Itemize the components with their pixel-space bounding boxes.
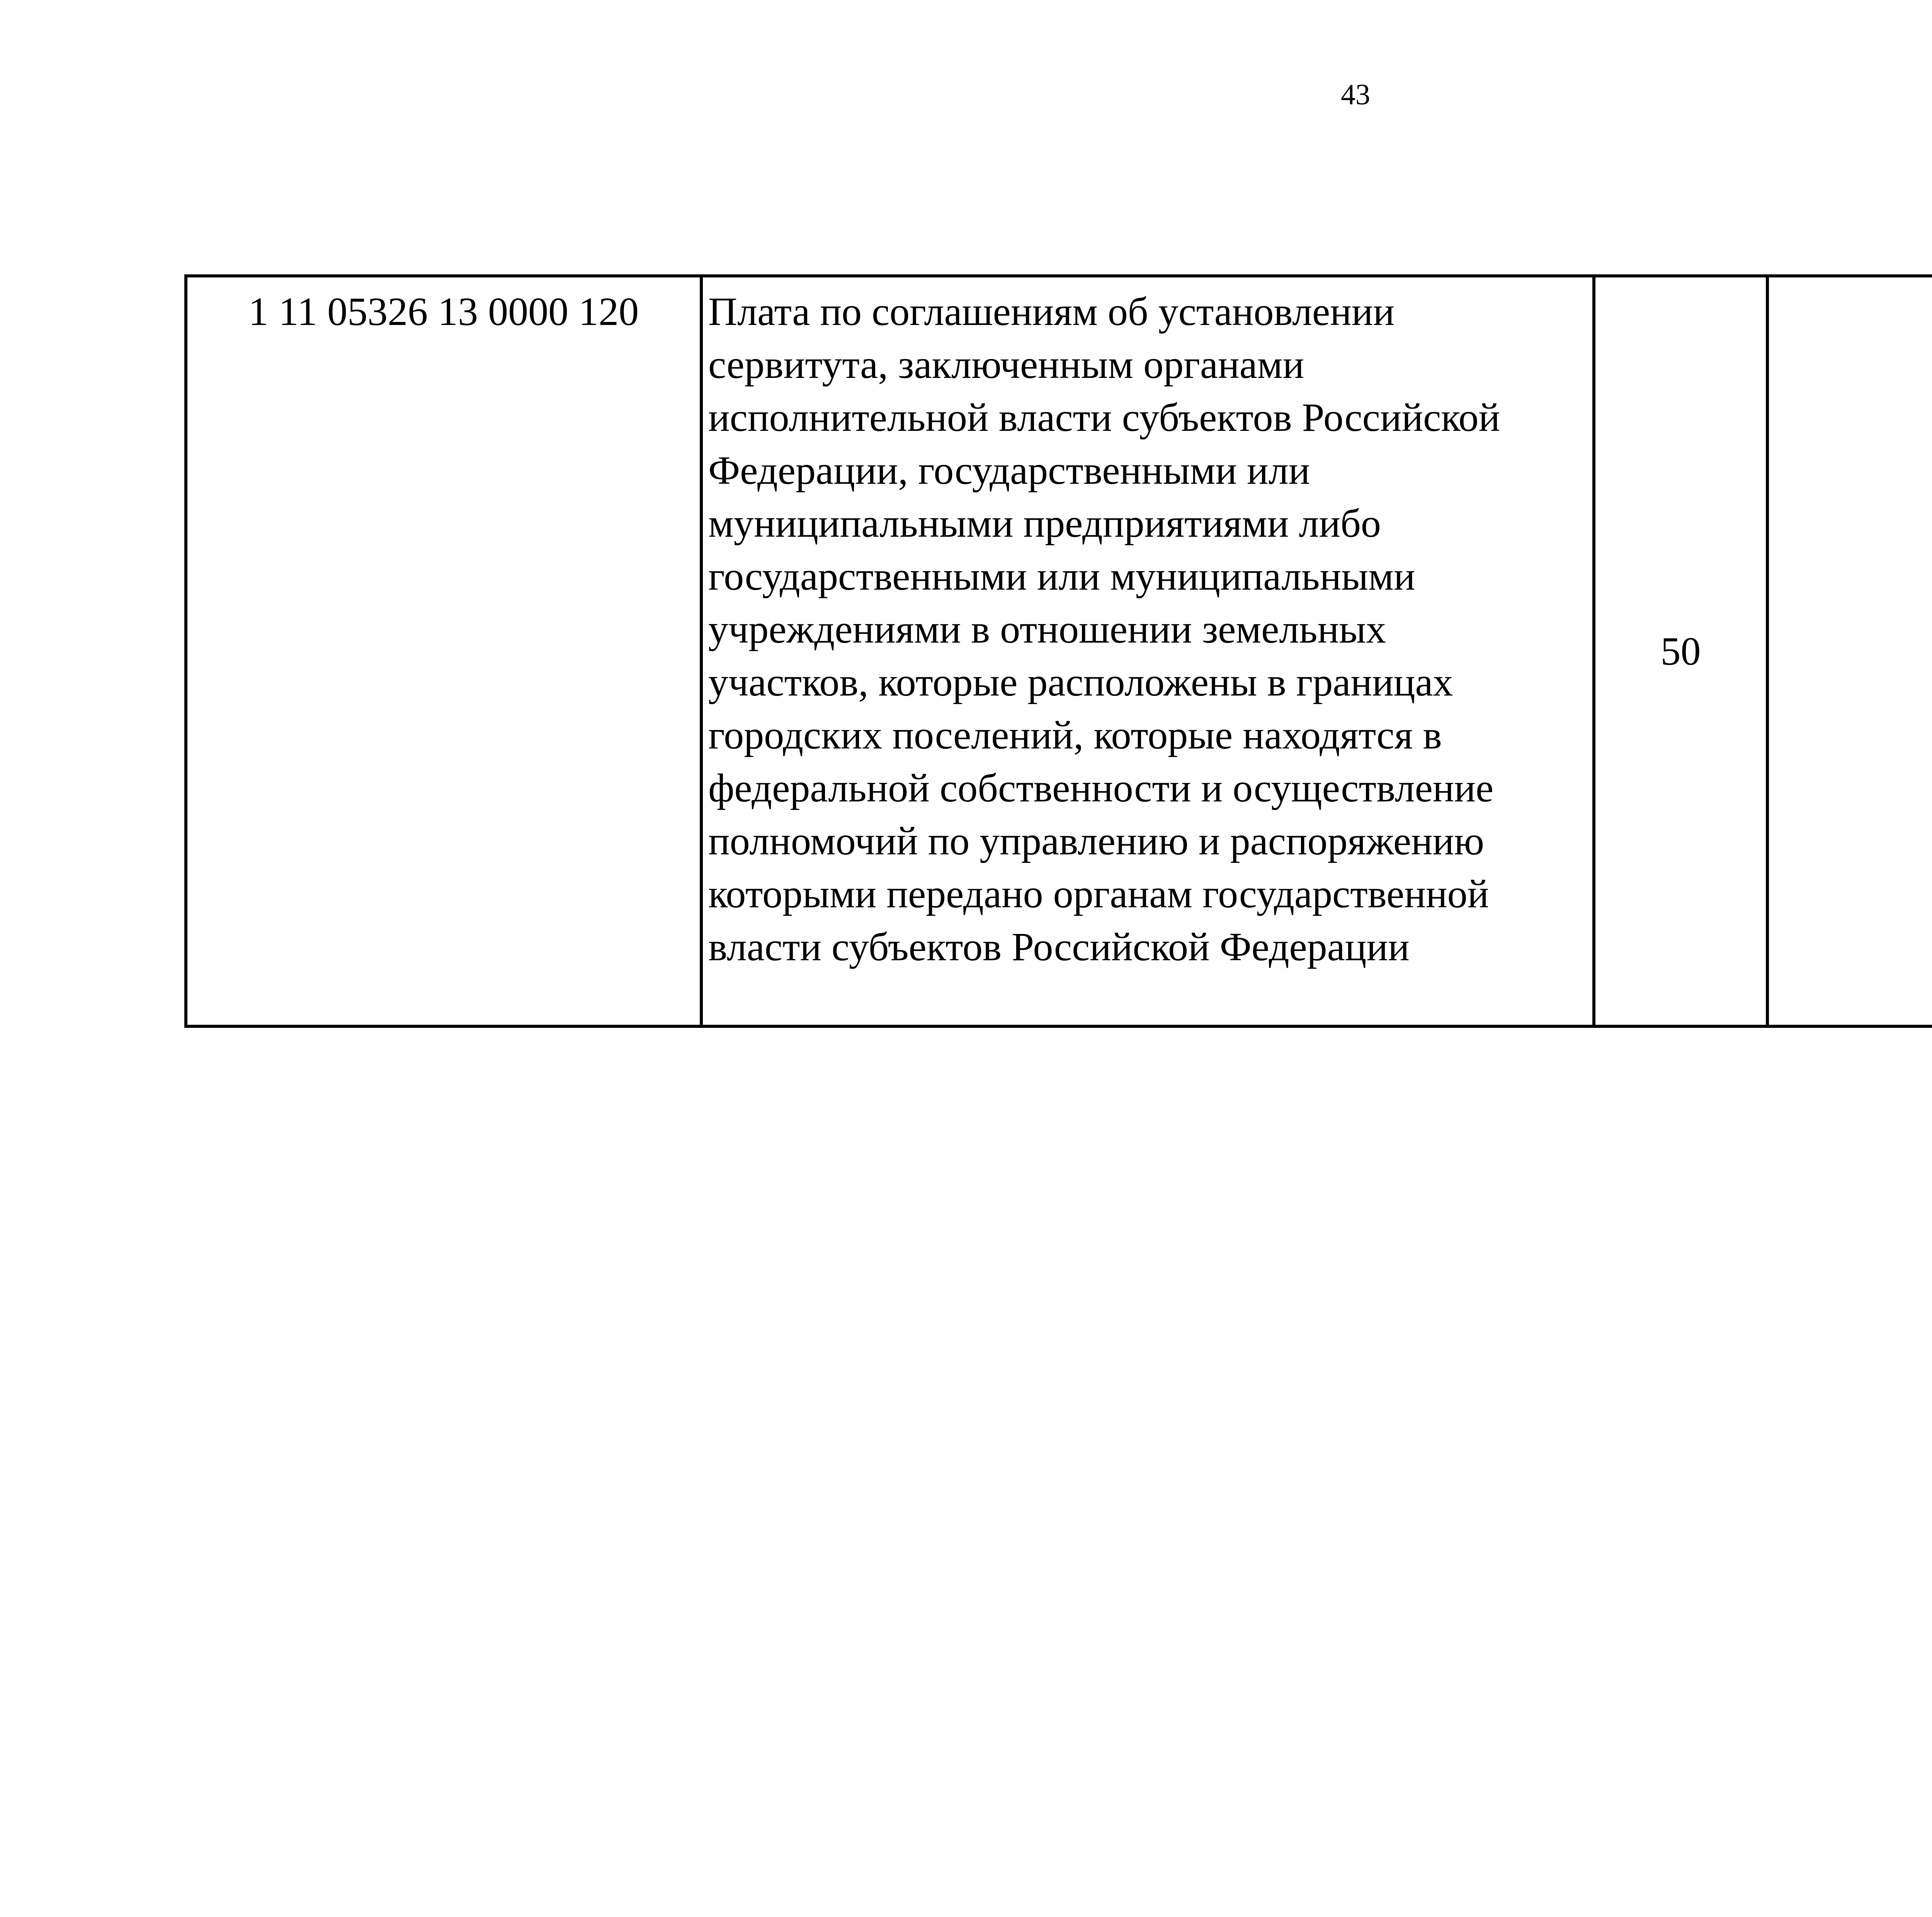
description-cell: [701, 276, 1594, 1026]
description-line: муниципальными предприятиями либо: [708, 501, 1381, 546]
description-line: сервитута, заключенным органами: [708, 342, 1304, 387]
page-number: 43: [1341, 78, 1370, 111]
description-line: исполнительной власти субъектов Российской: [708, 395, 1500, 440]
budget-code: 1 11 05326 13 0000 120: [248, 289, 639, 334]
budget-table: [184, 274, 1932, 1028]
description-line: государственными или муниципальными: [708, 554, 1415, 599]
description-line: федеральной собственности и осуществление: [708, 766, 1494, 810]
description-line: полномочий по управлению и распоряжению: [708, 819, 1484, 863]
description-line: участков, которые расположены в границах: [708, 660, 1453, 704]
description-line: Плата по соглашениям об установлении: [708, 289, 1395, 334]
table-row: [186, 276, 1932, 1026]
description-line: которыми передано органам государственной: [708, 872, 1489, 916]
value-cell-2: [1767, 276, 1932, 1026]
value-cell-1: 50: [1594, 276, 1767, 1026]
description-line: Федерации, государственными или: [708, 448, 1310, 493]
description-line: учреждениями в отношении земельных: [708, 607, 1386, 651]
description-line: власти субъектов Российской Федерации: [708, 925, 1410, 969]
budget-code-cell: [186, 276, 701, 1026]
description-line: городских поселений, которые находятся в: [708, 713, 1442, 757]
